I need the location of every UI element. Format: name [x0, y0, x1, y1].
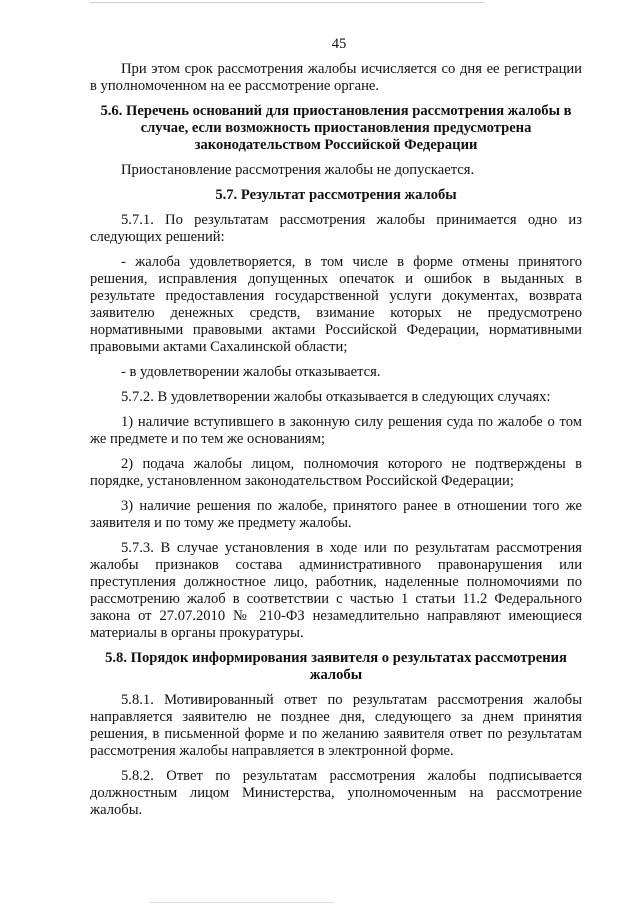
paragraph-5-7-1-option-b: - в удовлетворении жалобы отказывается.	[121, 364, 381, 380]
paragraph-5-7-2-item-2: 2) подача жалобы лицом, полномочия которого не подтверждены в порядке, установленном законодательством Российской Федерации;	[90, 456, 582, 489]
paragraph-5-8-1: 5.8.1. Мотивированный ответ по результатам рассмотрения жалобы направляется заявителю не позднее дня, следующего за днем принятия решения, в письменной форме и по желанию заявителя ответ по результатам рассмотрения жалобы направляется в электронной форме.	[90, 692, 582, 759]
paragraph-5-7-2: 5.7.2. В удовлетворении жалобы отказывается в следующих случаях:	[121, 389, 551, 405]
section-heading-5-7: 5.7. Результат рассмотрения жалобы	[215, 187, 457, 203]
scan-edge-top	[90, 2, 484, 3]
paragraph-5-7-2-item-1: 1) наличие вступившего в законную силу решения суда по жалобе о том же предмете и по тем же основаниям;	[90, 414, 582, 447]
page-number: 45	[331, 36, 347, 52]
paragraph-5-7-1-option-a: - жалоба удовлетворяется, в том числе в форме отмены принятого решения, исправления допущенных опечаток и ошибок в выданных в результате предоставления государственной услуги документах, возврата заявителю денежных средств, взимание которых не предусмотрено нормативными правовыми актами Российской Федерации, нормативными правовыми актами Сахалинской области;	[90, 254, 582, 355]
paragraph-5-7-2-item-3: 3) наличие решения по жалобе, принятого ранее в отношении того же заявителя и по тому же предмету жалобы.	[90, 498, 582, 531]
section-heading-5-8: 5.8. Порядок информирования заявителя о результатах рассмотрения жалобы	[105, 650, 567, 683]
section-heading-5-6: 5.6. Перечень оснований для приостановления рассмотрения жалобы в случае, если возможность приостановления предусмотрена законодательством Российской Федерации	[100, 103, 572, 153]
scan-edge-bottom	[150, 902, 334, 903]
paragraph-5-6: Приостановление рассмотрения жалобы не допускается.	[121, 162, 475, 178]
paragraph-intro: При этом срок рассмотрения жалобы исчисляется со дня ее регистрации в уполномоченном на ее рассмотрение органе.	[90, 61, 582, 94]
paragraph-5-7-1: 5.7.1. По результатам рассмотрения жалобы принимается одно из следующих решений:	[90, 212, 582, 245]
paragraph-5-8-2: 5.8.2. Ответ по результатам рассмотрения жалобы подписывается должностным лицом Министерства, уполномоченным на рассмотрение жалобы.	[90, 768, 582, 818]
paragraph-5-7-3: 5.7.3. В случае установления в ходе или по результатам рассмотрения жалобы признаков состава административного правонарушения или преступления должностное лицо, работник, наделенные полномочиями по рассмотрению жалоб в соответствии с частью 1 статьи 11.2 Федерального закона от 27.07.2010 № 210-ФЗ незамедлительно направляют имеющиеся материалы в органы прокуратуры.	[90, 540, 582, 641]
